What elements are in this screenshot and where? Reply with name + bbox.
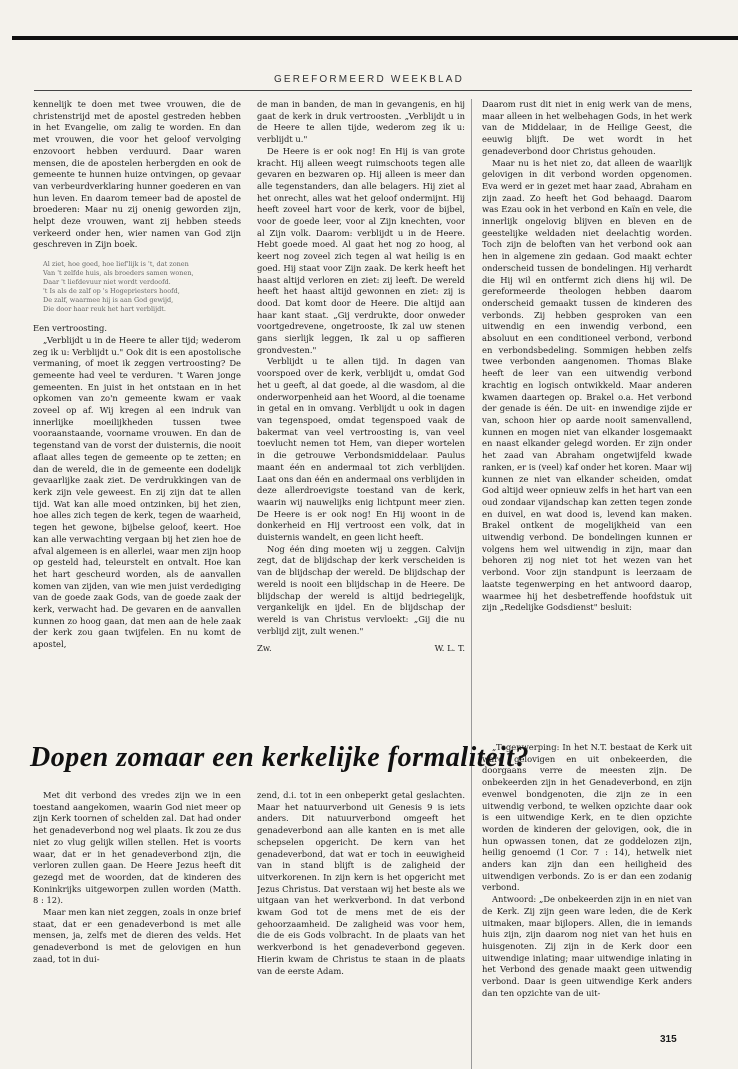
paragraph: Verblijdt u te allen tijd. In dagen van voorspoed over de kerk, verblijdt u, omdat God het u geeft, al dat goede, al die wasdom, al die onderworpenheid aan het Woord, al die toename in getal en in omvang. Verblijdt u ook in dagen van tegenspoed, omdat tegenspoed vaak de bakermat van veel vertroosting is, van veel toevlucht nemen tot Hem, van dieper wortelen in die getrouwe Verbondsmiddelaar. Paulus maant één en andermaal tot zich verblijden. Laat ons dan één en andermaal ons verblijden in deze allerdroevigste toestand van de kerk, waarin wij nauwelijks enig lichtpunt meer zien. De Heere is er ook nog! En Hij woont in de donkerheid en Hij vertroost een volk, dat in duisternis wandelt, en geen licht heeft.	[257, 356, 465, 543]
top-border-bar	[12, 36, 738, 40]
signature-initials: W. L. T.	[434, 643, 465, 654]
poem-line: Die door haar reuk het hart verblijdt.	[43, 305, 166, 314]
poem-line: Van 't zelfde huis, als broeders samen wonen,	[43, 269, 194, 278]
masthead: GEREFORMEERD WEEKBLAD	[273, 74, 465, 85]
signature-place: Zw.	[257, 643, 272, 654]
article1-column-3	[482, 99, 692, 736]
poem-line: De zalf, waarmee hij is aan God gewijd,	[43, 296, 174, 305]
paragraph: „Tegenwerping: In het N.T. bestaat de Kerk uit ware gelovigen en uit onbekeerden, die doorgaans verre de meesten zijn. De onbekeerden zijn in het Genadeverbond, en zijn evenwel bondgenoten, die zijn ze in een uitwendig verbond, te welken opzichte daar ook is een uitwendige Kerk, en te dien opzichte worden de kinderen der gelovigen, ook, die in hun opwassen tonen, dat ze goddelozen zijn, heilig genoemd (1 Cor. 7 : 14), hetwelk niet anders kan zijn dan een heiligheid des uitwendigen verbonds. Zo is er dan een zodanig verbond.	[482, 742, 692, 893]
paragraph: Daarom rust dit niet in enig werk van de mens, maar alleen in het welbehagen Gods, in het werk van de Middelaar, in de Heilige Geest, die eeuwig blijft. De wet wordt in het genadeverbond door Christus gehouden.	[482, 99, 692, 156]
article-headline: Dopen zomaar een kerkelijke formaliteit?	[30, 742, 530, 773]
subheading: Een vertroosting.	[33, 323, 108, 334]
paragraph: Antwoord: „De onbekeerden zijn in en niet van de Kerk. Zij zijn geen ware leden, die de Kerk uitmaken, maar bijlopers. Allen, die in iemands huis zijn, zijn daarom nog niet van het huis en huisgenoten. Zij zijn in de Kerk door een uitwendige inlating; maar uitwendige inlating in het Verbond des genade maakt geen uitwendig verbond. Daar is geen uitwendige Kerk anders dan ten opzichte van de uit-	[482, 894, 692, 998]
column-divider	[471, 99, 472, 1069]
signature	[257, 643, 465, 655]
paragraph: kennelijk te doen met twee vrouwen, die de christenstrijd met de apostel gestreden hebben in het Evangelie, om zalig te worden. En dan met vrouwen, die voor het geloof vervolging enzovoort hebben verduurd. Daar waren mensen, die de apostelen herbergden en ook de gemeente te hunnen huize ontvingen, op gevaar van verbeurdverklaring hunner goederen en van hun leven. En daarom temeer bad de apostel de broederen: Maar nu zij onenig geworden zijn, helpt deze vrouwen, want zij hebben steeds verkeerd onder hen, wier namen van God zijn geschreven in Zijn boek.	[33, 99, 241, 250]
paragraph: Maar nu is het niet zo, dat alleen de waarlijk gelovigen in dit verbond worden opgenomen. Eva werd er in gezet met haar zaad, Abraham en zijn zaad. Zo heeft het God behaagd. Daarom was Ezau ook in het verbond en Kaïn en vele, die innerlijk ongelovig blijven en bleven en de geestelijke weldaden niet deelachtig worden. Toch zijn de beloften van het verbond ook aan hen in algemene zin gedaan. God maakt echter onderscheid tussen de bondelingen. Hij verhardt die Hij wil en ontfermt zich diens hij wil. De gereformeerde theologen hebben daarom onderscheid gemaakt tussen de kinderen des verbonds. Zij hebben gesproken van een uitwendig en een inwendig verbond, een absoluut en een conditioneel verbond, verbond en verbondsbedeling. Sommigen hebben zelfs twee verbonden aangenomen. Thomas Blake heeft de leer van een uitwendig verbond krachtig en logisch ontwikkeld. Maar anderen kwamen daartegen op. Brakel o.a. Het verbond der genade is één. De uit- en inwendige zijde er van, schoon hier op aarde nooit samenvallend, kunnen en mogen niet van elkander losgemaakt en naast elkander gelegd worden. Er zijn onder het zaad van Abraham ongetwijfeld kwade ranken, er is (veel) kaf onder het koren. Maar wij kunnen ze niet van elkander scheiden, omdat God altijd weer opnieuw zelfs in het hart van een oud zondaar vijandschap kan zetten tegen zonde en duivel, en wat dood is, levend kan maken. Brakel ontkent de mogelijkheid van een uitwendig verbond. De bondelingen kunnen er volgens hem wel uitwendig in zijn, maar dan behoren zij nog niet tot het wezen van het verbond. Voor zijn standpunt is leerzaam de laatste tegenwerping en het antwoord daarop, waarmee hij het desbetreffende hoofdstuk uit zijn „Redelijke Godsdienst" besluit:	[482, 157, 692, 613]
paragraph: „Verblijdt u in de Heere te aller tijd; wederom zeg ik u: Verblijdt u." Ook dit is een apostolische vermaning, of moet ik zeggen vertroosting? De gemeente had veel te verduren. 't Waren jonge gemeenten. En juist in het ontstaan en in het opkomen van zo'n gemeente kwam er vaak zoveel op af. Wij kregen al een indruk van innerlijke moeilijkheden tussen twee vooraanstaande, voorname vrouwen. En dan de tegenstand van de vorst der duisternis, die nooit aflaat alles tegen de gemeente op te zetten; en dan de wereld, die in de gemeente een dodelijk gevaarlijke zaak ziet. De verdrukkingen van de kerk zijn vele geweest. En zij zijn dat te allen tijd. Wat kan alle moed ontzinken, bij het zien, hoe alles zich tegen de kerk, tegen de waarheid, tegen het gewone, bijbelse geloof, keert. Hoe kan alle verwachting vergaan bij het zien hoe de afval algemeen is en allerlei, waar men zijn hoop op gesteld had, teleurstelt en ontvalt. Hoe kan het hart gescheurd worden, als de aanvallen komen van zijden, van wie men juist verdediging van de goede zaak Gods, van de goede zaak der kerk, verwacht had. De gevaren en de aanvallen kunnen zo hoog gaan, dat men aan de hele zaak der kerk zou gaan twijfelen. En nu komt de apostel,	[33, 334, 241, 650]
article2-column-2	[257, 790, 465, 1030]
paragraph: de man in banden, de man in gevangenis, en hij gaat de kerk in druk vertroosten. „Verblijdt u in de Heere te allen tijde, wederom zeg ik u: verblijdt u."	[257, 99, 465, 145]
masthead-rule	[34, 90, 692, 91]
paragraph: zend, d.i. tot in een onbeperkt getal geslachten. Maar het natuurverbond uit Genesis 9 is iets anders. Dit natuurverbond omgeeft het genadeverbond aan alle kanten en is met alle schepselen opgericht. De kern van het genadeverbond, dat wat er toch in eeuwigheid van in stand blijft is de zaligheid der uitverkorenen. In zijn kern is het opgericht met Jezus Christus. Dat verstaan wij het beste als we uitgaan van het werkverbond. In dat verbond kwam God tot de mens met de eis der gehoorzaamheid. De zaligheid was voor hem, die de eis Gods volbracht. In de plaats van het werkverbond is het genadeverbond gegeven. Hierin kwam de Christus te staan in de plaats van de eerste Adam.	[257, 790, 465, 976]
article1-column-1	[33, 99, 241, 726]
article2-column-3	[482, 742, 692, 1030]
article1-column-2	[257, 99, 465, 726]
poem-line: Al ziet, hoe goed, hoe lief'lijk is 't, dat zonen	[43, 260, 189, 269]
article2-column-1	[33, 790, 241, 1030]
page-number: 315	[660, 1034, 677, 1045]
poem-line: Daar 't liefdevuur niet wordt verdoofd.	[43, 278, 171, 287]
paragraph: Maar men kan niet zeggen, zoals in onze brief staat, dat er een genadeverbond is met alle mensen, ja, zelfs met de dieren des velds. Het genadeverbond is met de gelovigen en hun zaad, tot in dui-	[33, 907, 241, 964]
paragraph: Met dit verbond des vredes zijn we in een toestand aangekomen, waarin God niet meer op zijn Kerk toornen of schelden zal. Dat had onder het genadeverbond nog wel plaats. Ik zou ze dus niet zo vlug gelijk willen stellen. Het is voorts waar, dat er in het genadeverbond zijn, die verloren zullen gaan. De Heere Jezus heeft dit gezegd met de woorden, dat de kinderen des Koninkrijks uitgeworpen zullen worden (Matth. 8 : 12).	[33, 790, 241, 906]
paragraph: De Heere is er ook nog! En Hij is van grote kracht. Hij alleen weegt ruimschoots tegen alle gevaren en bezwaren op. Hij alleen is meer dan alle tegenstanders, dan alle belagers. Hij ziet al het onrecht, alles wat het geloof ondermijnt. Hij heeft zoveel hart voor de kerk, voor de bijbel, voor de goede leer, voor al Zijn knechten, voor al Zijn volk. Daarom: verblijdt u in de Heere. Hebt goede moed. Al gaat het nog zo hoog, al keert nog zoveel zich tegen al wat heilig is en goed. Hij staat voor Zijn zaak. De kerk heeft het haast altijd verloren en ziet: zij leeft. De wereld heeft het haast altijd gewonnen en ziet: zij is dood. Dat komt door de Heere. Die altijd aan haar kant staat. „Gij verdrukte, door onweder voortgedrevene, ongetrooste, Ik zal uw stenen gans sierlijk leggen, Ik zal u op saffieren grondvesten."	[257, 145, 465, 355]
poem-line: 't Is als de zalf op 's Hogepriesters hoofd,	[43, 287, 180, 296]
paragraph: Nog één ding moeten wij u zeggen. Calvijn zegt, dat de blijdschap der kerk verscheiden is van de blijdschap der wereld. De blijdschap der wereld is nooit een blijdschap in de Heere. De blijdschap der wereld is altijd bedriegelijk, vergankelijk en ijdel. En de blijdschap der wereld is van Christus vervloekt: „Gij die nu verblijd zijt, zult wenen."	[257, 543, 465, 636]
poem	[43, 260, 241, 314]
